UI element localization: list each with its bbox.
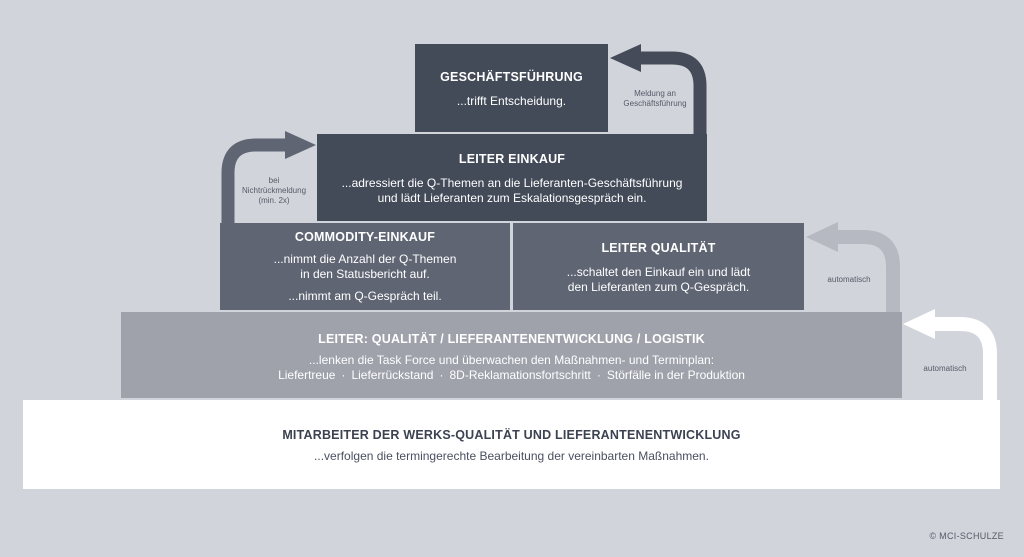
arrow-label-automatisch-upper xyxy=(814,275,884,285)
kpi-item: Liefertreue xyxy=(278,368,336,382)
arrow-meldung-head xyxy=(610,44,641,72)
level-commodity-einkauf xyxy=(220,223,510,310)
arrow-label-nichtrueckmeldung xyxy=(236,176,312,206)
kpi-list xyxy=(121,368,902,383)
arrow-label-line: Geschäftsführung xyxy=(623,99,687,108)
level-title: LEITER EINKAUF xyxy=(458,152,566,166)
kpi-separator: · xyxy=(439,368,444,382)
level-text: ...nimmt die Anzahl der Q-Themen xyxy=(273,252,457,266)
level-leiter-logistik xyxy=(121,312,902,398)
level-text: ...trifft Entscheidung. xyxy=(456,94,567,108)
level-title: LEITER: QUALITÄT / LIEFERANTENENTWICKLUNG / LOGISTIK xyxy=(318,332,705,346)
level-geschaeftsfuehrung xyxy=(415,44,608,132)
level-leiter-qualitaet xyxy=(513,223,804,310)
kpi-separator: · xyxy=(596,368,601,382)
arrow-automatisch-lower-head xyxy=(903,309,935,339)
arrow-automatisch-upper-head xyxy=(806,222,838,252)
level-text: in den Statusbericht auf. xyxy=(300,267,430,281)
arrow-label-automatisch-lower xyxy=(910,364,980,374)
level-text: den Lieferanten zum Q-Gespräch. xyxy=(567,280,750,294)
level-text: und lädt Lieferanten zum Eskalationsgespräch ein. xyxy=(377,191,647,205)
arrow-label-line: automatisch xyxy=(827,275,871,284)
level-text: ...adressiert die Q-Themen an die Lieferanten-Geschäftsführung xyxy=(341,176,683,190)
kpi-separator: · xyxy=(341,368,346,382)
arrow-label-line: bei xyxy=(268,176,280,185)
kpi-item: Lieferrückstand xyxy=(351,368,434,382)
level-title: COMMODITY-EINKAUF xyxy=(294,230,436,244)
arrow-automatisch-lower xyxy=(935,324,990,400)
arrow-label-line: Nichtrückmeldung xyxy=(241,186,307,195)
arrow-label-meldung xyxy=(613,89,697,109)
level-mitarbeiter xyxy=(23,400,1000,489)
level-text: ...nimmt am Q-Gespräch teil. xyxy=(288,289,442,303)
level-text: ...verfolgen die termingerechte Bearbeitung der vereinbarten Maßnahmen. xyxy=(314,449,709,463)
arrow-label-line: Meldung an xyxy=(634,89,676,98)
arrow-label-line: automatisch xyxy=(923,364,967,373)
level-text: ...schaltet den Einkauf ein und lädt xyxy=(566,265,751,279)
arrow-nichtrueckmeldung-head xyxy=(285,131,316,159)
arrow-label-line: (min. 2x) xyxy=(258,196,290,205)
kpi-item: 8D-Reklamationsfortschritt xyxy=(449,368,591,382)
copyright-notice: © MCI-SCHULZE xyxy=(929,531,1004,541)
level-title: GESCHÄFTSFÜHRUNG xyxy=(440,70,583,84)
level-title: LEITER QUALITÄT xyxy=(601,241,716,255)
kpi-item: Störfälle in der Produktion xyxy=(606,368,745,382)
level-text: ...lenken die Task Force und überwachen den Maßnahmen- und Terminplan: xyxy=(308,353,715,367)
level-title: MITARBEITER DER WERKS-QUALITÄT UND LIEFERANTENENTWICKLUNG xyxy=(282,428,741,442)
level-leiter-einkauf xyxy=(317,134,707,221)
